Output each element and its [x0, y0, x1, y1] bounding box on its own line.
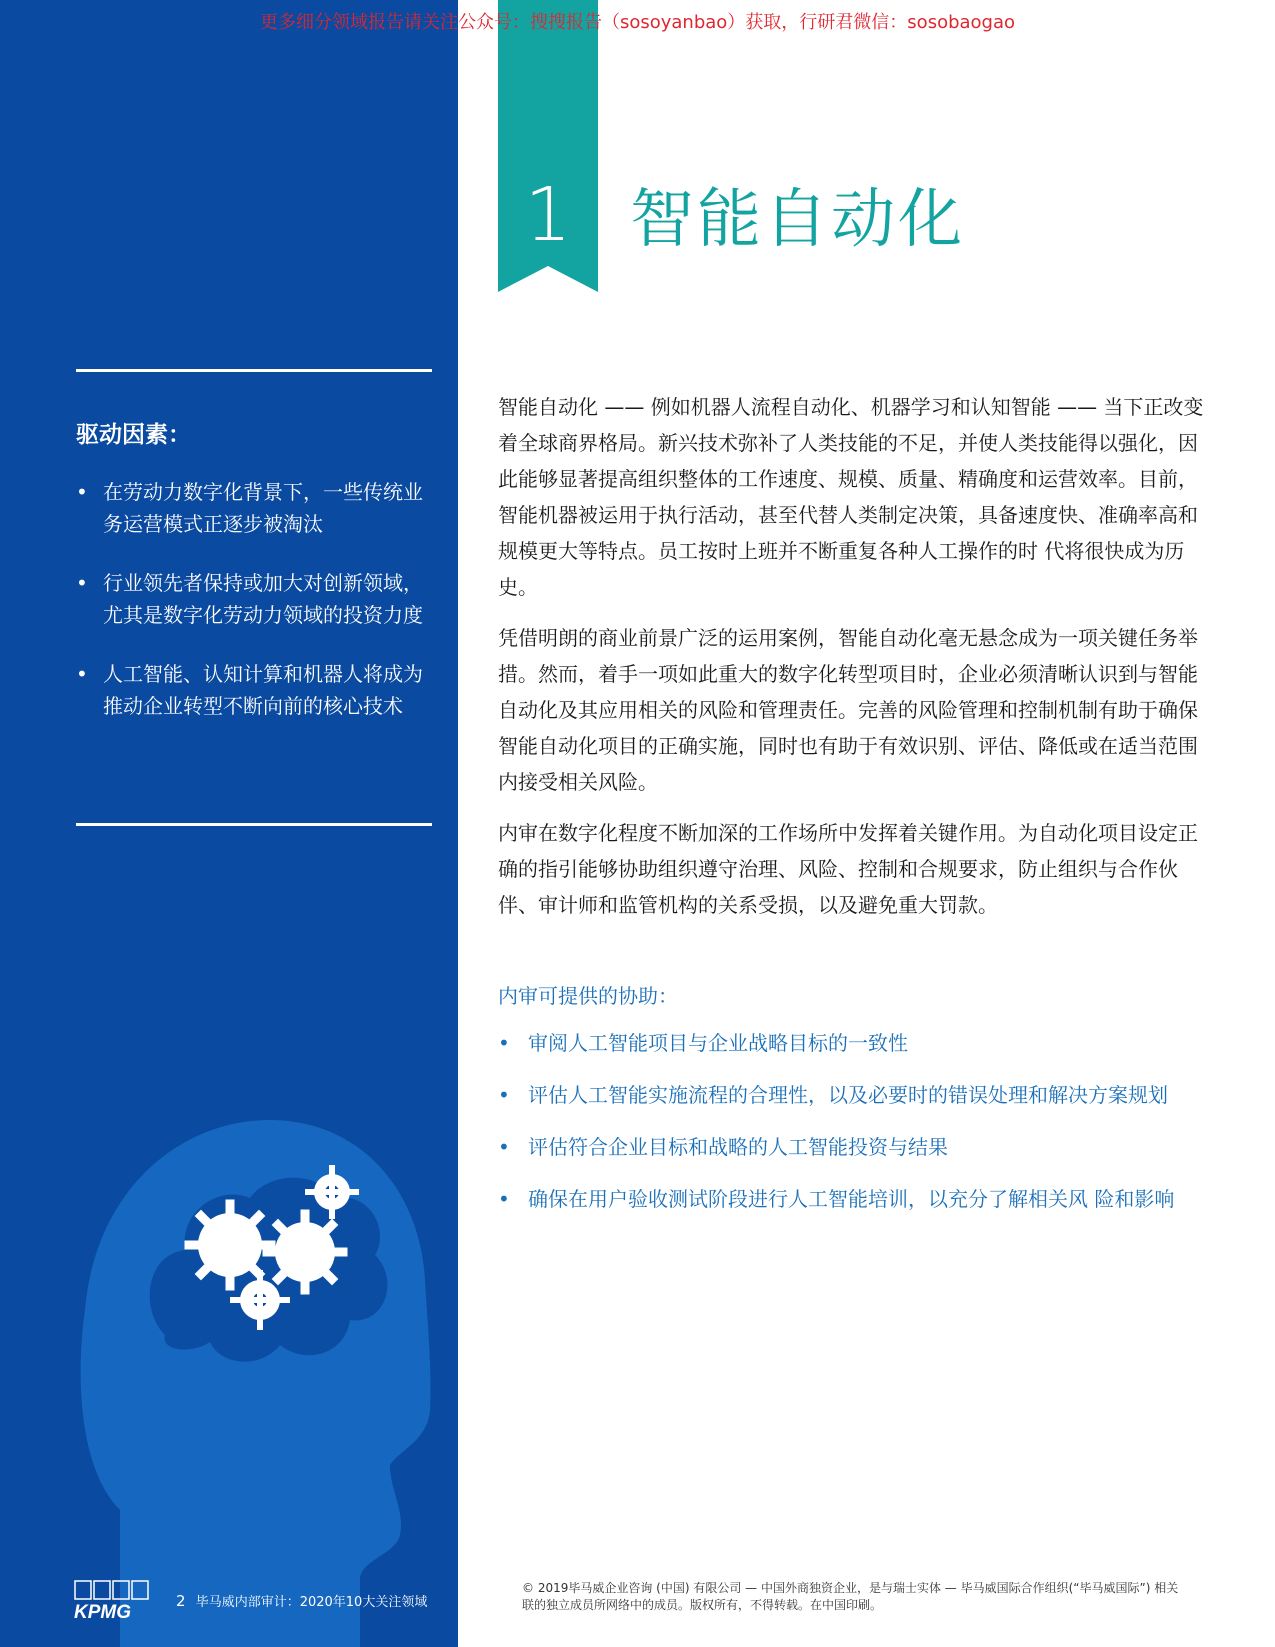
- drivers-list: [76, 476, 436, 749]
- kpmg-logo-text: KPMG: [74, 1602, 131, 1622]
- watermark-banner: 更多细分领域报告请关注公众号：搜搜报告（sosoyanbao）获取，行研君微信：sosobaogao: [259, 12, 1016, 33]
- list-item: • 确保在用户验收测试阶段进行人工智能培训，以充分了解相关风 险和影响: [498, 1187, 1175, 1211]
- divider-bottom: [76, 823, 432, 826]
- list-item: • 评估人工智能实施流程的合理性，以及必要时的错误处理和解决方案规划: [498, 1083, 1168, 1107]
- list-item: • 人工智能、认知计算和机器人将成为推动企业转型不断向前的核心技术: [76, 658, 436, 722]
- body-text: [498, 389, 1206, 938]
- footer-page-info: [176, 1591, 427, 1610]
- list-item: • 行业领先者保持或加大对创新领域，尤其是数字化劳动力领域的投资力度: [76, 567, 436, 631]
- assist-list: [498, 1030, 1218, 1238]
- paragraph: 智能自动化 —— 例如机器人流程自动化、机器学习和认知智能 —— 当下正改变着全球商界格局。新兴技术弥补了人类技能的不足，并使人类技能得以强化，因此能够显著提高组织整体的工作速度、规模、质量、精确度和运营效率。目前，智能机器被运用于执行活动，甚至代替人类制定决策，具备速度快、准确率高和规模更大等特点。员工按时上班并不断重复各种人工操作的时 代将很快成为历史。: [498, 395, 1204, 599]
- drivers-title: 驱动因素：: [76, 422, 191, 448]
- paragraph: 内审在数字化程度不断加深的工作场所中发挥着关键作用。为自动化项目设定正确的指引能够协助组织遵守治理、风险、控制和合规要求，防止组织与合作伙伴、审计师和监管机构的关系受损，以及避免重大罚款。: [498, 821, 1198, 917]
- page-label: 毕马威内部审计：2020年10大关注领域: [195, 1595, 428, 1610]
- list-item: • 评估符合企业目标和战略的人工智能投资与结果: [498, 1135, 948, 1159]
- bullet: •: [498, 1187, 510, 1211]
- bullet: •: [498, 1135, 510, 1159]
- paragraph: 凭借明朗的商业前景广泛的运用案例，智能自动化毫无悬念成为一项关键任务举措。然而，着手一项如此重大的数字化转型项目时，企业必须清晰认识到与智能自动化及其应用相关的风险和管理责任。完善的风险管理和控制机制有助于确保智能自动化项目的正确实施，同时也有助于有效识别、评估、降低或在适当范围内接受相关风险。: [498, 626, 1198, 794]
- assist-title: 内审可提供的协助：: [498, 984, 678, 1008]
- page-number: 2: [176, 1592, 186, 1610]
- sidebar: [0, 0, 458, 1647]
- bullet: •: [498, 1083, 510, 1107]
- divider-top: [76, 369, 432, 372]
- list-item: • 审阅人工智能项目与企业战略目标的一致性: [498, 1031, 908, 1055]
- bullet: •: [498, 1031, 510, 1055]
- copyright-notice: © 2019毕马威企业咨询 (中国) 有限公司 — 中国外商独资企业，是与瑞士实体 — 毕马威国际合作组织(“毕马威国际”) 相关联的独立成员所网络中的成员。版权所有，不得转载。在中国印刷。: [522, 1581, 1179, 1612]
- list-item: • 在劳动力数字化背景下，一些传统业务运营模式正逐步被淘汰: [76, 476, 436, 540]
- bullet: •: [76, 662, 88, 686]
- chapter-ribbon: [498, 0, 598, 292]
- kpmg-logo: [74, 1580, 154, 1622]
- bullet: •: [76, 480, 88, 504]
- chapter-number: 1: [524, 172, 572, 258]
- head-with-gears-icon: [60, 1080, 440, 1647]
- bullet: •: [76, 571, 88, 595]
- chapter-title: 智能自动化: [630, 183, 965, 257]
